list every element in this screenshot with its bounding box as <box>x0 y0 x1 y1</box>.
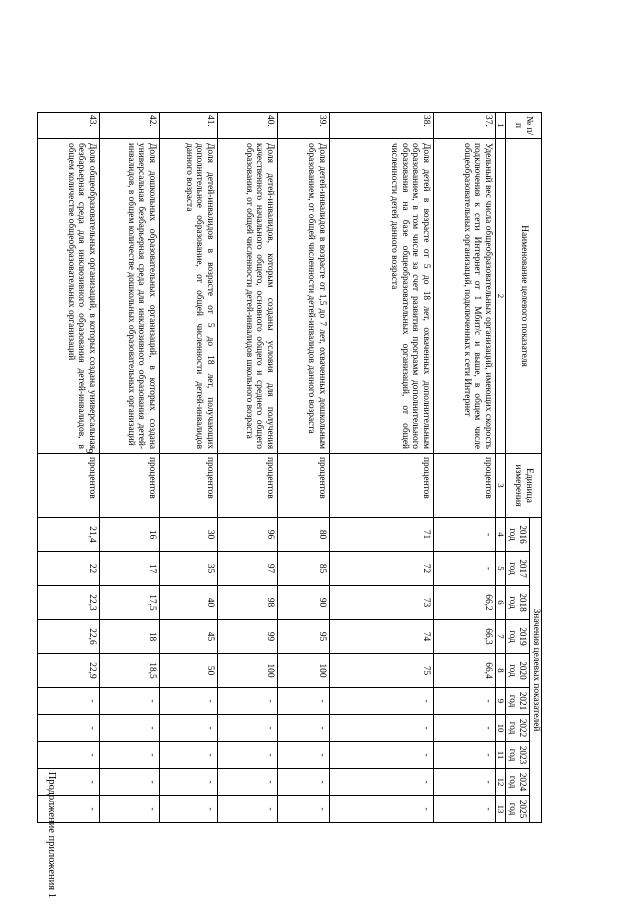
value-cell: - <box>330 796 434 823</box>
value-cell: - <box>278 688 330 715</box>
row-number: 43. <box>38 113 100 139</box>
header-year: 2019 год <box>506 620 530 654</box>
value-cell: 72 <box>330 552 434 586</box>
value-cell: - <box>100 715 160 742</box>
value-cell: 97 <box>218 552 278 586</box>
value-cell: - <box>38 688 100 715</box>
header-year: 2016 год <box>506 518 530 552</box>
indicator-name: Доля детей-инвалидов в возрасте от 5 до 18 лет, получающих дополнительное образование, от общей численности детей-инвалидов данного возраста <box>160 139 218 454</box>
value-cell: - <box>218 796 278 823</box>
table-body <box>38 113 496 823</box>
value-cell: 22,9 <box>38 654 100 688</box>
value-cell: - <box>434 796 496 823</box>
header-values-group: Значения целевых показателей <box>530 518 542 823</box>
value-cell: - <box>100 688 160 715</box>
value-cell: - <box>160 796 218 823</box>
header-unit: Единица измерения <box>506 454 542 518</box>
value-cell: - <box>160 769 218 796</box>
value-cell: 100 <box>278 654 330 688</box>
value-cell: - <box>278 796 330 823</box>
value-cell: 17,5 <box>100 586 160 620</box>
value-cell: 16 <box>100 518 160 552</box>
unit-cell: процентов <box>218 454 278 518</box>
value-cell: - <box>38 769 100 796</box>
value-cell: - <box>434 518 496 552</box>
unit-cell: процентов <box>434 454 496 518</box>
continuation-caption: Продолжение приложения 1 <box>46 771 57 898</box>
indicator-name: Доля дошкольных образовательных организаций, в которых создана универсальная безбарьерная среда для инклюзивного образования детей-инвалидов, в общем количестве дошкольных образовательных организаций <box>100 139 160 454</box>
value-cell: 50 <box>160 654 218 688</box>
column-index: 7 <box>496 620 506 654</box>
value-cell: - <box>218 715 278 742</box>
value-cell: - <box>278 742 330 769</box>
value-cell: 18 <box>100 620 160 654</box>
value-cell: 17 <box>100 552 160 586</box>
value-cell: - <box>330 742 434 769</box>
value-cell: 45 <box>160 620 218 654</box>
column-index: 8 <box>496 654 506 688</box>
column-index: 1 <box>496 113 506 139</box>
table-row <box>330 113 434 823</box>
value-cell: 18,5 <box>100 654 160 688</box>
header-year: 2021 год <box>506 688 530 715</box>
column-index: 9 <box>496 688 506 715</box>
value-cell: 66,3 <box>434 620 496 654</box>
unit-cell: процентов <box>100 454 160 518</box>
table-row <box>278 113 330 823</box>
column-index: 11 <box>496 742 506 769</box>
value-cell: 71 <box>330 518 434 552</box>
value-cell: 40 <box>160 586 218 620</box>
value-cell: - <box>100 796 160 823</box>
value-cell: - <box>160 688 218 715</box>
unit-cell: процентов <box>330 454 434 518</box>
column-index: 4 <box>496 518 506 552</box>
header-num: № п/п <box>506 113 542 139</box>
value-cell: - <box>434 742 496 769</box>
value-cell: - <box>330 769 434 796</box>
value-cell: - <box>434 552 496 586</box>
value-cell: 21,4 <box>38 518 100 552</box>
value-cell: - <box>160 715 218 742</box>
value-cell: - <box>278 715 330 742</box>
indicator-name: Удельный вес числа общеобразовательных организаций, имеющих скорость подключения к сети Интернет от 1 Мбит/с и выше, в общем числе общеобразовательных организаций, подключенных к сети Интернет <box>434 139 496 454</box>
page-number: 9 <box>83 448 94 454</box>
indicator-name: Доля детей в возрасте от 5 до 18 лет, охваченных дополнительным образованием, в том числе за счет развития программ дополнительного образования на базе общеобразовательных организаций, от общей численности детей данного возраста <box>330 139 434 454</box>
unit-cell: процентов <box>38 454 100 518</box>
value-cell: 22 <box>38 552 100 586</box>
value-cell: 99 <box>218 620 278 654</box>
table-row <box>38 113 100 823</box>
value-cell: 80 <box>278 518 330 552</box>
value-cell: 35 <box>160 552 218 586</box>
column-index: 2 <box>496 139 506 454</box>
unit-cell: процентов <box>278 454 330 518</box>
row-number: 37. <box>434 113 496 139</box>
value-cell: - <box>434 688 496 715</box>
table-header <box>496 113 542 823</box>
unit-cell: процентов <box>160 454 218 518</box>
header-year: 2018 год <box>506 586 530 620</box>
value-cell: - <box>330 688 434 715</box>
value-cell: 22,6 <box>38 620 100 654</box>
column-index: 10 <box>496 715 506 742</box>
value-cell: - <box>38 742 100 769</box>
column-index: 13 <box>496 796 506 823</box>
header-year: 2022 год <box>506 715 530 742</box>
indicator-name: Доля детей-инвалидов в возрасте от 1,5 до 7 лет, охваченных дошкольным образованием, от общей численности детей-инвалидов данного возраста <box>278 139 330 454</box>
header-year: 2023 год <box>506 742 530 769</box>
column-index-row <box>496 113 506 823</box>
value-cell: - <box>100 742 160 769</box>
value-cell: - <box>434 715 496 742</box>
value-cell: 66,2 <box>434 586 496 620</box>
indicator-name: Доля детей-инвалидов, которым созданы условия для получения качественного начального общего, основного общего и среднего общего образования, от общей численности детей-инвалидов школьного возраста <box>218 139 278 454</box>
header-year: 2017 год <box>506 552 530 586</box>
value-cell: - <box>218 769 278 796</box>
row-number: 42. <box>100 113 160 139</box>
column-index: 12 <box>496 769 506 796</box>
value-cell: 90 <box>278 586 330 620</box>
table-row <box>100 113 160 823</box>
value-cell: 73 <box>330 586 434 620</box>
table-row <box>218 113 278 823</box>
value-cell: - <box>218 688 278 715</box>
row-number: 39. <box>278 113 330 139</box>
value-cell: - <box>434 769 496 796</box>
value-cell: - <box>38 796 100 823</box>
row-number: 41. <box>160 113 218 139</box>
value-cell: - <box>330 715 434 742</box>
value-cell: 85 <box>278 552 330 586</box>
table-row <box>434 113 496 823</box>
value-cell: - <box>218 742 278 769</box>
value-cell: 96 <box>218 518 278 552</box>
value-cell: 66,4 <box>434 654 496 688</box>
row-number: 40. <box>218 113 278 139</box>
row-number: 38. <box>330 113 434 139</box>
table-row <box>160 113 218 823</box>
value-cell: 95 <box>278 620 330 654</box>
header-name: Наименование целевого показателя <box>506 139 542 454</box>
column-index: 5 <box>496 552 506 586</box>
indicator-name: Доля общеобразовательных организаций, в которых создана универсальная безбарьерная среда для инклюзивного образования детей-инвалидов, в общем количестве общеобразовательных организаций <box>38 139 100 454</box>
value-cell: 22,3 <box>38 586 100 620</box>
indicators-table <box>37 112 542 823</box>
header-year: 2024 год <box>506 769 530 796</box>
value-cell: 74 <box>330 620 434 654</box>
column-index: 6 <box>496 586 506 620</box>
value-cell: - <box>100 769 160 796</box>
column-index: 3 <box>496 454 506 518</box>
value-cell: 100 <box>218 654 278 688</box>
value-cell: - <box>160 742 218 769</box>
value-cell: 30 <box>160 518 218 552</box>
header-year: 2025 год <box>506 796 530 823</box>
value-cell: - <box>38 715 100 742</box>
value-cell: - <box>278 769 330 796</box>
header-year: 2020 год <box>506 654 530 688</box>
value-cell: 75 <box>330 654 434 688</box>
value-cell: 98 <box>218 586 278 620</box>
